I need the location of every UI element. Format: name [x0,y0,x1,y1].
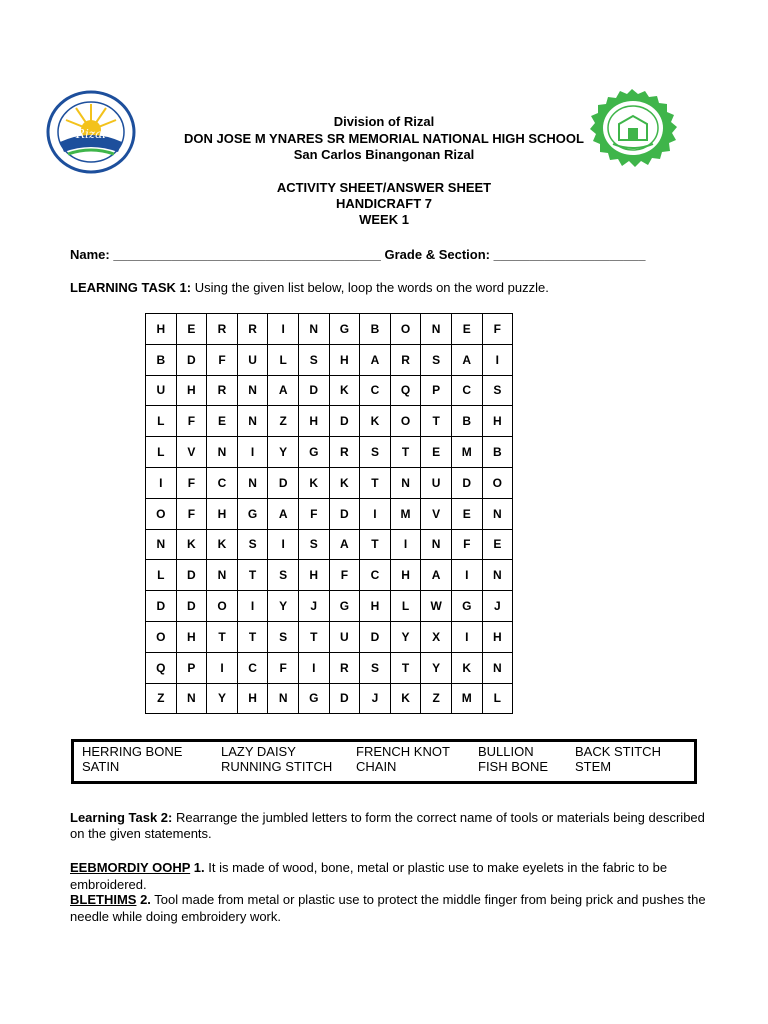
puzzle-cell[interactable]: I [268,314,299,345]
puzzle-cell[interactable]: D [329,406,360,437]
puzzle-cell[interactable]: A [268,375,299,406]
question-1 [70,860,710,893]
puzzle-cell[interactable]: H [482,406,513,437]
puzzle-cell[interactable]: L [146,560,177,591]
puzzle-cell[interactable]: L [268,344,299,375]
puzzle-cell[interactable]: F [176,406,207,437]
puzzle-cell[interactable]: D [360,621,391,652]
puzzle-cell[interactable]: K [451,652,482,683]
puzzle-cell[interactable]: Q [146,652,177,683]
puzzle-row [146,314,513,345]
puzzle-cell[interactable]: B [146,344,177,375]
learning-task-1-instructions [70,280,549,295]
puzzle-row [146,498,513,529]
puzzle-cell[interactable]: H [237,683,268,714]
puzzle-cell[interactable]: B [360,314,391,345]
puzzle-cell[interactable]: K [298,467,329,498]
puzzle-cell[interactable]: J [298,591,329,622]
puzzle-cell[interactable]: F [329,560,360,591]
puzzle-cell[interactable]: S [482,375,513,406]
puzzle-cell[interactable]: D [176,591,207,622]
puzzle-cell[interactable]: C [207,467,238,498]
word-list-item: SATIN [82,759,120,774]
puzzle-cell[interactable]: S [298,529,329,560]
question-1-text: It is made of wood, bone, metal or plastic use to make eyelets in the fabric to be embroidered. [70,860,668,892]
puzzle-cell[interactable]: R [329,652,360,683]
division-heading: Division of Rizal [333,114,435,129]
puzzle-cell[interactable]: I [360,498,391,529]
puzzle-cell[interactable]: D [298,375,329,406]
puzzle-cell[interactable]: O [390,406,421,437]
puzzle-cell[interactable]: O [482,467,513,498]
task2-label: Learning Task 2: [70,810,173,825]
puzzle-cell[interactable]: S [360,652,391,683]
puzzle-cell[interactable]: N [421,314,452,345]
puzzle-cell[interactable]: V [421,498,452,529]
word-list-item: FISH BONE [478,759,549,774]
seal-script-text: Rizal [75,127,107,141]
puzzle-cell[interactable]: E [176,314,207,345]
puzzle-cell[interactable]: K [207,529,238,560]
puzzle-cell[interactable]: U [237,344,268,375]
puzzle-cell[interactable]: N [207,560,238,591]
puzzle-cell[interactable]: M [451,683,482,714]
puzzle-cell[interactable]: D [329,498,360,529]
puzzle-cell[interactable]: S [237,529,268,560]
puzzle-cell[interactable]: H [176,375,207,406]
puzzle-cell[interactable]: N [268,683,299,714]
question-2 [70,892,710,925]
puzzle-cell[interactable]: A [421,560,452,591]
puzzle-cell[interactable]: D [268,467,299,498]
puzzle-cell[interactable]: D [451,467,482,498]
word-list-item: HERRING BONE [82,744,183,759]
puzzle-cell[interactable]: T [298,621,329,652]
puzzle-cell[interactable]: E [482,529,513,560]
task2-text: Rearrange the jumbled letters to form the correct name of tools or materials being described on the given statements. [70,810,705,841]
puzzle-cell[interactable]: F [207,344,238,375]
puzzle-cell[interactable]: G [451,591,482,622]
task1-label: LEARNING TASK 1: [70,280,192,295]
puzzle-cell[interactable]: E [421,437,452,468]
puzzle-row [146,560,513,591]
puzzle-cell[interactable]: L [146,437,177,468]
puzzle-cell[interactable]: I [207,652,238,683]
puzzle-cell[interactable]: S [360,437,391,468]
puzzle-cell[interactable]: K [390,683,421,714]
puzzle-cell[interactable]: U [329,621,360,652]
puzzle-row [146,437,513,468]
puzzle-cell[interactable]: Y [268,437,299,468]
puzzle-cell[interactable]: H [207,498,238,529]
puzzle-cell[interactable]: R [329,437,360,468]
puzzle-cell[interactable]: M [451,437,482,468]
puzzle-cell[interactable]: F [176,467,207,498]
word-list-item: RUNNING STITCH [221,759,333,774]
puzzle-cell[interactable]: S [298,344,329,375]
puzzle-row [146,621,513,652]
puzzle-cell[interactable]: H [390,560,421,591]
puzzle-cell[interactable]: U [421,467,452,498]
word-list-item: CHAIN [356,759,397,774]
puzzle-cell[interactable]: T [237,560,268,591]
puzzle-cell[interactable]: G [237,498,268,529]
puzzle-cell[interactable]: O [207,591,238,622]
puzzle-cell[interactable]: T [207,621,238,652]
puzzle-cell[interactable]: X [421,621,452,652]
puzzle-cell[interactable]: I [237,591,268,622]
puzzle-cell[interactable]: S [268,621,299,652]
puzzle-cell[interactable]: I [298,652,329,683]
grade-section-label: Grade & Section: [384,247,490,262]
question-1-number: 1. [190,860,205,875]
puzzle-cell[interactable]: H [482,621,513,652]
puzzle-cell[interactable]: O [390,314,421,345]
puzzle-cell[interactable]: E [207,406,238,437]
puzzle-cell[interactable]: Y [268,591,299,622]
puzzle-cell[interactable]: F [451,529,482,560]
puzzle-row [146,467,513,498]
puzzle-cell[interactable]: G [298,683,329,714]
puzzle-cell[interactable]: Y [207,683,238,714]
puzzle-cell[interactable]: N [146,529,177,560]
puzzle-cell[interactable]: T [390,652,421,683]
school-name: DON JOSE M YNARES SR MEMORIAL NATIONAL HIGH SCHOOL [184,131,584,146]
puzzle-cell[interactable]: G [329,591,360,622]
puzzle-cell[interactable]: I [268,529,299,560]
puzzle-cell[interactable]: I [482,344,513,375]
puzzle-cell[interactable]: C [360,375,391,406]
puzzle-cell[interactable]: Z [268,406,299,437]
puzzle-cell[interactable]: G [329,314,360,345]
puzzle-cell[interactable]: T [360,529,391,560]
word-list-item: FRENCH KNOT [356,744,450,759]
puzzle-cell[interactable]: H [176,621,207,652]
grade-section-blank[interactable]: _____________________ [493,247,646,262]
word-list-item: BACK STITCH [575,744,661,759]
puzzle-cell[interactable]: O [146,621,177,652]
puzzle-cell[interactable]: N [482,498,513,529]
puzzle-cell[interactable]: I [237,437,268,468]
puzzle-cell[interactable]: Y [421,652,452,683]
puzzle-cell[interactable]: L [146,406,177,437]
puzzle-cell[interactable]: H [360,591,391,622]
puzzle-cell[interactable]: T [390,437,421,468]
puzzle-cell[interactable]: A [451,344,482,375]
puzzle-cell[interactable]: D [146,591,177,622]
puzzle-cell[interactable]: J [360,683,391,714]
puzzle-row [146,375,513,406]
puzzle-cell[interactable]: N [390,467,421,498]
subject-title: HANDICRAFT 7 [335,196,433,211]
jumbled-word-2: BLETHIMS [70,892,137,907]
puzzle-cell[interactable]: D [329,683,360,714]
puzzle-row [146,652,513,683]
word-list-box [71,739,697,784]
puzzle-cell[interactable]: S [268,560,299,591]
puzzle-cell[interactable]: A [360,344,391,375]
puzzle-cell[interactable]: J [482,591,513,622]
puzzle-cell[interactable]: N [176,683,207,714]
puzzle-cell[interactable]: H [298,560,329,591]
puzzle-cell[interactable]: R [237,314,268,345]
word-list-item: BULLION [478,744,534,759]
puzzle-cell[interactable]: R [207,375,238,406]
puzzle-cell[interactable]: E [451,498,482,529]
puzzle-row [146,529,513,560]
task1-text: Using the given list below, loop the words on the word puzzle. [191,280,549,295]
puzzle-cell[interactable]: H [298,406,329,437]
puzzle-row [146,344,513,375]
puzzle-cell[interactable]: N [482,652,513,683]
word-list-item: STEM [575,759,612,774]
puzzle-cell[interactable]: A [268,498,299,529]
puzzle-cell[interactable]: B [451,406,482,437]
puzzle-cell[interactable]: I [451,560,482,591]
puzzle-cell[interactable]: S [421,344,452,375]
puzzle-cell[interactable]: A [329,529,360,560]
puzzle-cell[interactable]: G [298,437,329,468]
name-label: Name: [70,247,110,262]
puzzle-cell[interactable]: R [390,344,421,375]
name-grade-line [70,247,645,262]
puzzle-cell[interactable]: C [237,652,268,683]
puzzle-cell[interactable]: N [207,437,238,468]
learning-task-2-instructions [70,810,710,842]
puzzle-cell[interactable]: T [421,406,452,437]
puzzle-cell[interactable]: P [176,652,207,683]
puzzle-cell[interactable]: T [360,467,391,498]
puzzle-cell[interactable]: C [360,560,391,591]
puzzle-cell[interactable]: E [451,314,482,345]
puzzle-cell[interactable]: U [146,375,177,406]
puzzle-cell[interactable]: N [237,467,268,498]
puzzle-cell[interactable]: N [421,529,452,560]
puzzle-cell[interactable]: L [482,683,513,714]
puzzle-cell[interactable]: K [329,375,360,406]
question-2-number: 2. [136,892,151,907]
puzzle-cell[interactable]: D [176,344,207,375]
puzzle-cell[interactable]: I [390,529,421,560]
name-blank[interactable]: _____________________________________ [113,247,381,262]
jumbled-word-1: EEBMORDIY OOHP [70,860,191,875]
puzzle-cell[interactable]: I [146,467,177,498]
puzzle-cell[interactable]: C [451,375,482,406]
puzzle-cell[interactable]: F [176,498,207,529]
puzzle-cell[interactable]: I [451,621,482,652]
puzzle-cell[interactable]: F [482,314,513,345]
puzzle-cell[interactable]: N [237,406,268,437]
puzzle-cell[interactable]: P [421,375,452,406]
puzzle-cell[interactable]: Z [421,683,452,714]
puzzle-cell[interactable]: F [298,498,329,529]
puzzle-cell[interactable]: T [237,621,268,652]
puzzle-cell[interactable]: H [329,344,360,375]
puzzle-cell[interactable]: B [482,437,513,468]
puzzle-cell[interactable]: N [482,560,513,591]
puzzle-cell[interactable]: N [298,314,329,345]
puzzle-row [146,406,513,437]
puzzle-cell[interactable]: Y [390,621,421,652]
puzzle-cell[interactable]: O [146,498,177,529]
puzzle-cell[interactable]: F [268,652,299,683]
puzzle-cell[interactable]: M [390,498,421,529]
word-list-item: LAZY DAISY [221,744,296,759]
puzzle-cell[interactable]: Q [390,375,421,406]
puzzle-cell[interactable]: Z [146,683,177,714]
puzzle-cell[interactable]: H [146,314,177,345]
puzzle-cell[interactable]: K [329,467,360,498]
puzzle-row [146,683,513,714]
puzzle-cell[interactable]: L [390,591,421,622]
puzzle-cell[interactable]: N [237,375,268,406]
puzzle-cell[interactable]: K [176,529,207,560]
puzzle-cell[interactable]: W [421,591,452,622]
word-search-puzzle [145,313,513,714]
week-title: WEEK 1 [359,212,409,227]
puzzle-row [146,591,513,622]
question-2-text: Tool made from metal or plastic use to protect the middle finger from being prick and pushes the needle while doing embroidery work. [70,892,706,924]
sheet-title: ACTIVITY SHEET/ANSWER SHEET [276,180,492,195]
school-location: San Carlos Binangonan Rizal [293,147,475,162]
puzzle-cell[interactable]: D [176,560,207,591]
puzzle-cell[interactable]: K [360,406,391,437]
puzzle-cell[interactable]: R [207,314,238,345]
puzzle-cell[interactable]: V [176,437,207,468]
